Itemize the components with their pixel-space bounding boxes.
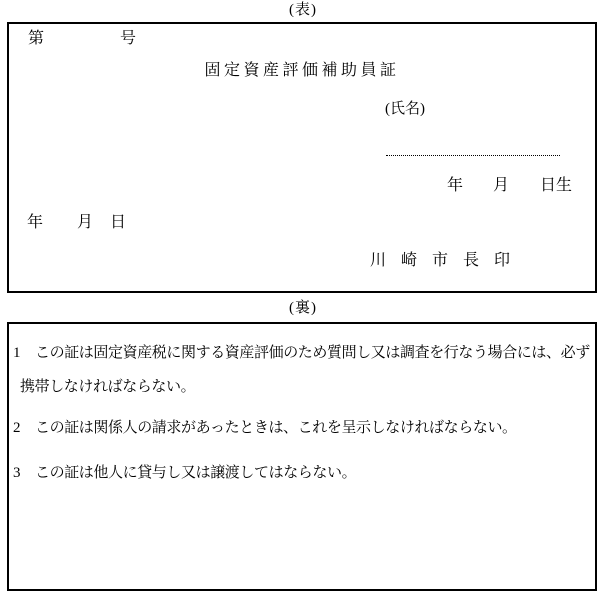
certificate-number-suffix: 号 [120,30,137,47]
rule-item-2-number: 2 [13,420,21,436]
issue-day-label: 日 [110,214,127,231]
back-side-label: (裏) [289,300,317,316]
certificate-number-prefix: 第 [28,30,45,47]
rule-item-3 [13,465,356,482]
back-card [7,322,597,591]
issue-month-label: 月 [77,214,94,231]
rule-item-2 [13,420,517,437]
rule-item-1-line-1 [13,345,590,362]
rule-item-2-text: この証は関係人の請求があったときは、これを呈示しなければならない。 [35,420,517,436]
birth-month-label: 月 [493,177,510,194]
birth-year-label: 年 [447,177,464,194]
front-card [7,22,597,293]
issuer-seal-label: 川崎市長印 [370,252,526,269]
name-signature-line [386,155,560,156]
issue-year-label: 年 [27,214,44,231]
rule-item-3-text: この証は他人に貸与し又は譲渡してはならない。 [35,465,357,481]
rule-item-3-number: 3 [13,465,21,481]
rule-item-1-number: 1 [13,345,21,361]
name-label: (氏名) [385,101,425,117]
birth-day-label: 日生 [540,177,573,194]
front-side-label: (表) [289,2,317,18]
rule-item-1-text: この証は固定資産税に関する資産評価のため質問し又は調査を行なう場合には、必ず [35,345,590,361]
certificate-title: 固定資産評価補助員証 [204,62,400,79]
rule-item-1-line-2: 携帯しなければならない。 [20,379,196,395]
